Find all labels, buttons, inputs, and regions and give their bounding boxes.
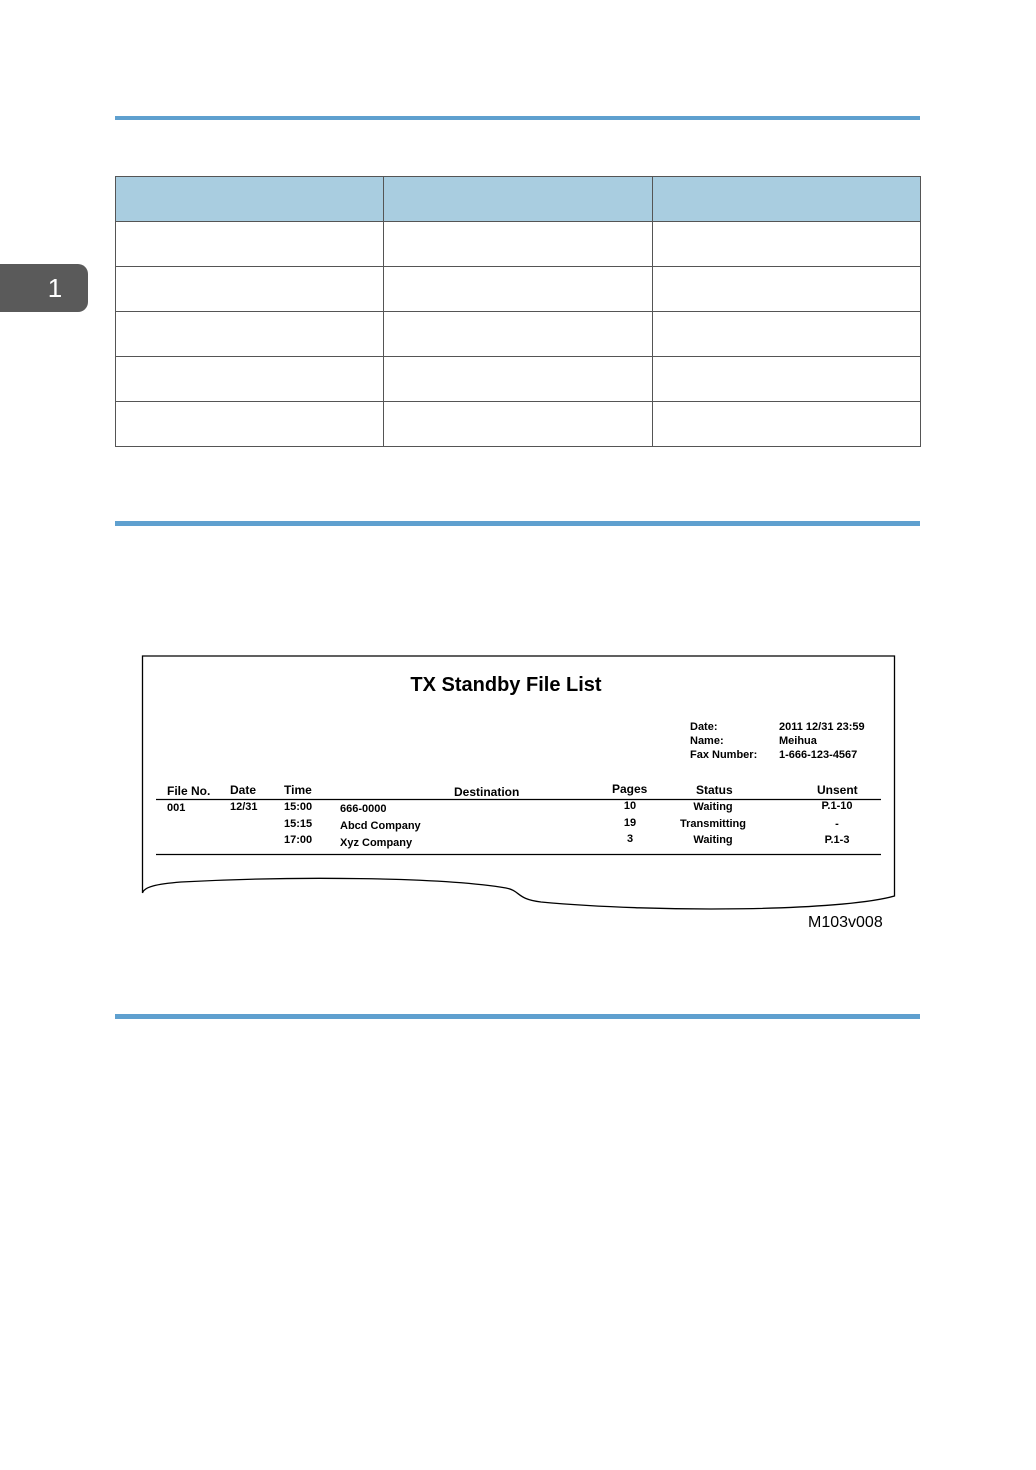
row-3-unsent: P.1-3: [824, 834, 850, 846]
row-1-date: 12/31: [230, 801, 258, 813]
row-2-status: Transmitting: [679, 818, 746, 830]
table-row: [116, 357, 921, 402]
table-cell: [116, 312, 384, 357]
table-cell: [384, 312, 652, 357]
table-cell: [384, 357, 652, 402]
table-cell: [652, 222, 920, 267]
table-cell: [116, 267, 384, 312]
col-header-time: Time: [284, 783, 312, 797]
row-1-destination: 666-0000: [340, 803, 387, 815]
table-header-cell: [652, 177, 920, 222]
row-1-unsent: P.1-10: [821, 800, 853, 812]
figure-id: M103v008: [808, 914, 883, 931]
table-cell: [384, 402, 652, 447]
table-cell: [652, 357, 920, 402]
col-header-destination: Destination: [454, 785, 520, 799]
row-2-destination: Abcd Company: [340, 820, 421, 832]
meta-fax-label: Fax Number:: [690, 749, 758, 761]
table-row: [116, 312, 921, 357]
chapter-number: 1: [47, 272, 63, 303]
blank-table: [115, 176, 921, 447]
row-2-unsent: -: [835, 818, 839, 830]
meta-date-label: Date:: [690, 721, 718, 733]
table-cell: [384, 222, 652, 267]
section-divider: [115, 521, 920, 526]
table-header-cell: [116, 177, 384, 222]
table-cell: [116, 402, 384, 447]
bottom-divider: [115, 1014, 920, 1019]
figure-title: TX Standby File List: [410, 674, 602, 696]
row-3-status: Waiting: [693, 834, 733, 846]
table-cell: [384, 267, 652, 312]
row-1-file-no: 001: [167, 802, 186, 814]
row-3-pages: 3: [626, 833, 634, 845]
col-header-status: Status: [696, 783, 733, 797]
table-cell: [652, 402, 920, 447]
top-divider: [115, 116, 920, 120]
row-3-time: 17:00: [284, 834, 313, 846]
col-header-unsent: Unsent: [817, 783, 858, 797]
table-row: [116, 402, 921, 447]
row-1-status: Waiting: [693, 801, 733, 813]
tx-standby-file-list-illustration: [141, 655, 896, 915]
table-header-row: [116, 177, 921, 222]
table-cell: [652, 267, 920, 312]
row-1-pages: 10: [623, 800, 637, 812]
meta-name-value: Meihua: [779, 735, 817, 747]
table-cell: [116, 222, 384, 267]
table-cell: [116, 357, 384, 402]
col-header-file-no: File No.: [167, 784, 211, 798]
chapter-tab: [0, 264, 88, 312]
meta-name-label: Name:: [690, 735, 724, 747]
table-row: [116, 267, 921, 312]
col-header-pages: Pages: [612, 782, 648, 796]
row-2-pages: 19: [623, 817, 637, 829]
meta-fax-value: 1-666-123-4567: [779, 749, 858, 761]
meta-date-value: 2011 12/31 23:59: [779, 721, 865, 733]
table-row: [116, 222, 921, 267]
row-3-destination: Xyz Company: [340, 837, 413, 849]
col-header-date: Date: [230, 783, 257, 797]
table-header-cell: [384, 177, 652, 222]
table-cell: [652, 312, 920, 357]
row-1-time: 15:00: [284, 801, 313, 813]
row-2-time: 15:15: [284, 818, 313, 830]
